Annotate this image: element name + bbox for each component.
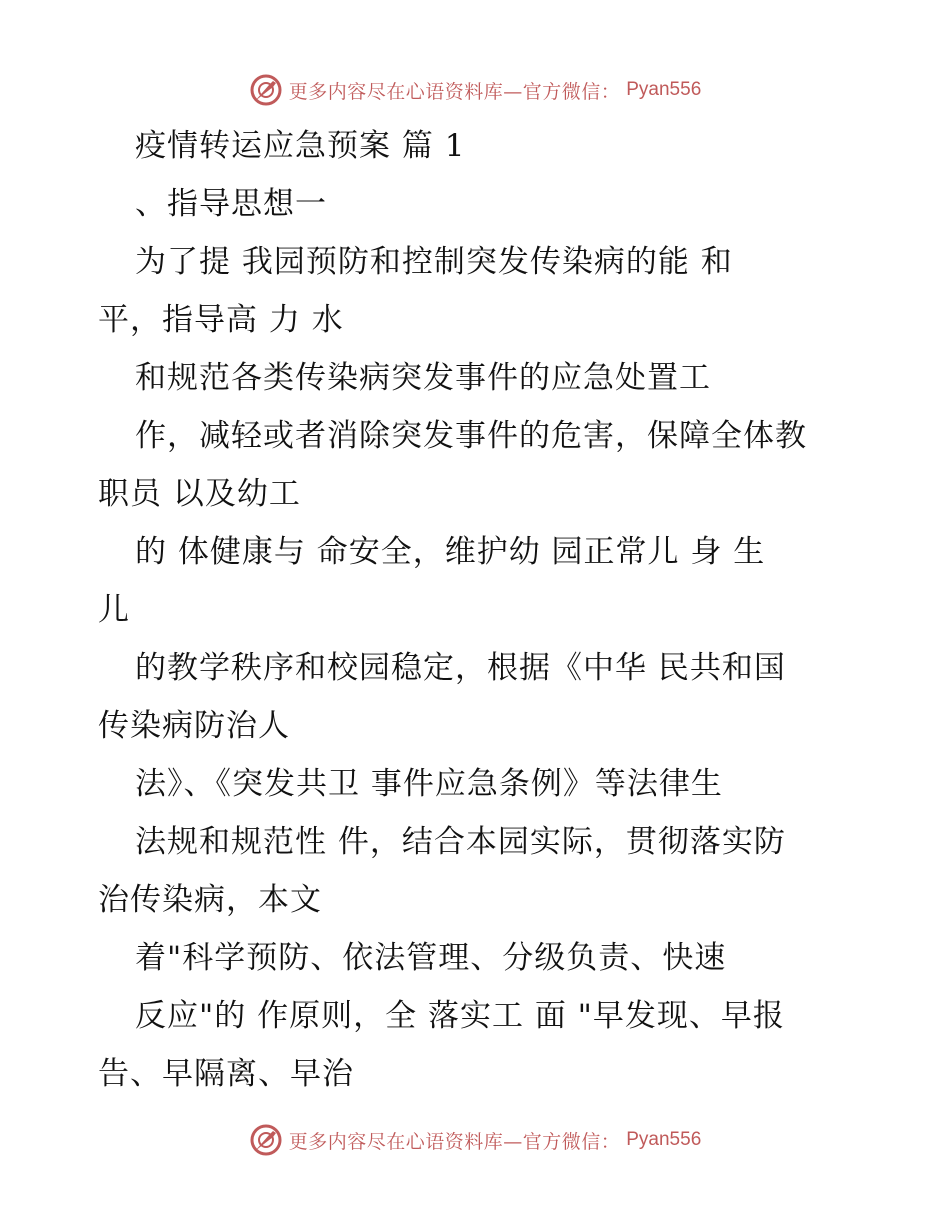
doc-line: 平，指导高 力 水 [98,302,344,338]
doc-title: 疫情转运应急预案 篇 1 [135,128,466,164]
doc-line: 告、早隔离、早治 [98,1056,354,1092]
doc-line: 法》、《突发共卫 事件应急条例》等法律生 [135,766,723,802]
footer-banner-wechat-id: Pyan556 [626,1129,702,1150]
footer-banner-text: 更多内容尽在心语资料库—官方微信： [288,1130,621,1153]
doc-line: 着"科学预防、依法管理、分级负责、快速 [135,940,727,976]
header-banner-wechat-id: Pyan556 [626,79,702,100]
doc-line: 反应"的 作原则，全 落实工 面 "早发现、早报 [135,998,785,1034]
doc-line: 传染病防治人 [98,708,290,744]
doc-line: 作，减轻或者消除突发事件的危害，保障全体教 [135,418,807,454]
header-banner [0,70,950,110]
doc-line: 和规范各类传染病突发事件的应急处置工 [135,360,711,396]
header-banner-text: 更多内容尽在心语资料库—官方微信： [288,80,621,103]
doc-line: 职员 以及幼工 [98,476,301,512]
brand-logo-icon [249,73,283,107]
doc-line: 为了提 我园预防和控制突发传染病的能 和 [135,244,733,280]
doc-line: 儿 [98,592,130,628]
doc-line: 、指导思想一 [135,186,327,222]
brand-logo-icon [249,1123,283,1157]
doc-line: 的 体健康与 命安全，维护幼 园正常儿 身 生 [135,534,766,570]
doc-line: 法规和规范性 件，结合本园实际，贯彻落实防 [135,824,786,860]
doc-line: 治传染病，本文 [98,882,322,918]
footer-banner [0,1120,950,1160]
doc-line: 的教学秩序和校园稳定，根据《中华 民共和国 [135,650,786,686]
